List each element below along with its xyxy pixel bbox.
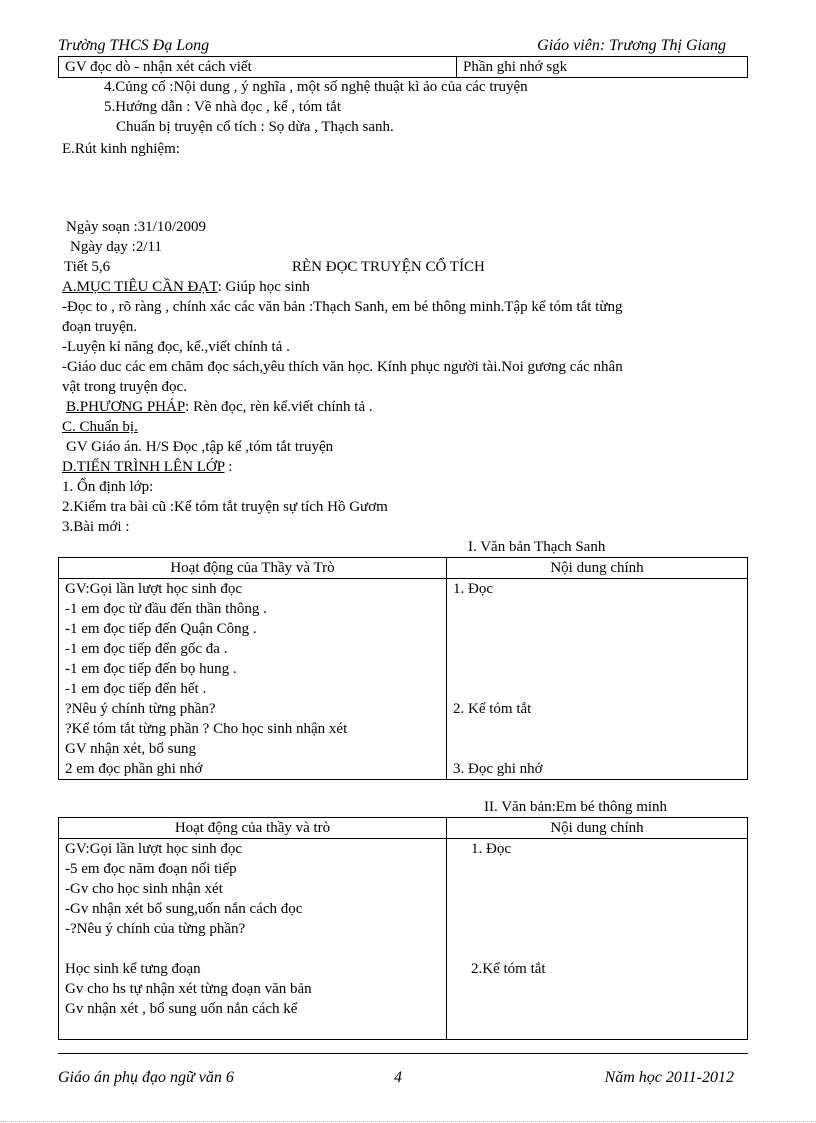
objective-line-5: vật trong truyện đọc. [62, 379, 187, 395]
section1-left-line: ?Kể tóm tắt từng phần ? Cho học sinh nhận xét [65, 721, 348, 737]
section1-col2-header: Nội dung chính [447, 558, 748, 579]
experience-heading: E.Rút kinh nghiệm: [62, 141, 180, 157]
period: Tiết 5,6 [64, 259, 111, 275]
section2-left-line: GV:Gọi lần lượt học sinh đọc [65, 841, 243, 857]
footer-title: Giáo án phụ đạo ngữ văn 6 [58, 1069, 234, 1086]
page-number: 4 [394, 1069, 402, 1086]
preparation-line: GV Giáo án. H/S Đọc ,tập kể ,tóm tắt truyện [66, 439, 334, 455]
section1-right-line: 3. Đọc ghi nhớ [453, 761, 543, 777]
section1-right-line [453, 719, 741, 739]
section-b-heading: B.PHƯƠNG PHÁP [66, 399, 186, 415]
top-table-right: Phần ghi nhớ sgk [457, 57, 748, 78]
section-c-heading: C. Chuẩn bị. [62, 419, 138, 435]
section-b-rest: : Rèn đọc, rèn kể.viết chính tả . [185, 399, 373, 415]
section2-right-line: 1. Đọc [471, 841, 511, 857]
section-a [62, 278, 310, 296]
section1-left-line: -1 em đọc tiếp đến hết . [65, 681, 207, 697]
section1-right-line [453, 659, 741, 679]
section1-right-line [453, 679, 741, 699]
section2-left-line [65, 1019, 440, 1039]
section2-activities [59, 839, 447, 1040]
section-d-rest: : [224, 459, 233, 475]
lesson-title: RÈN ĐỌC TRUYỆN CỔ TÍCH [292, 259, 485, 275]
section1-left-line: GV nhận xét, bổ sung [65, 741, 196, 757]
section1-left-line: -1 em đọc tiếp đến gốc đa . [65, 641, 228, 657]
school-year: Năm học 2011-2012 [604, 1069, 734, 1086]
step-1: 1. Ổn định lớp: [62, 479, 154, 495]
section-d-heading: D.TIẾN TRÌNH LÊN LỚP [62, 459, 225, 475]
section2-content [447, 839, 748, 1040]
section2-right-line [471, 919, 741, 939]
section2-col1-header: Hoạt động của thầy và trò [59, 818, 447, 839]
section-d [62, 458, 232, 476]
school-name: Trường THCS Đạ Long [58, 37, 210, 54]
section1-left-line: -1 em đọc tiếp đến Quận Công . [65, 621, 257, 637]
section2-right-line [471, 879, 741, 899]
step-2: 2.Kiểm tra bài cũ :Kể tóm tắt truyện sự tích Hồ Gươm [62, 499, 388, 515]
objective-line-3: -Luyện kỉ năng đọc, kể.,viết chính tả . [62, 339, 290, 355]
section2-left-line: -?Nêu ý chính của từng phần? [65, 921, 246, 937]
section2-right-line [471, 999, 741, 1019]
section1-left-line: ?Nêu ý chính từng phần? [65, 701, 216, 717]
section2-right-line [471, 899, 741, 919]
section2-caption: II. Văn bản:Em bé thông minh [484, 799, 668, 815]
section1-right-line: 2. Kể tóm tắt [453, 701, 532, 717]
section1-right-line [453, 619, 741, 639]
section2-left-line: -Gv nhận xét bổ sung,uốn nắn cách đọc [65, 901, 303, 917]
objective-line-4: -Giáo duc các em chăm đọc sách,yêu thích văn học. Kính phục người tài.Noi gương các nhân [62, 359, 623, 375]
section1-right-line [453, 739, 741, 759]
consolidation-line: 4.Củng cố :Nội dung , ý nghĩa , một số nghệ thuật kì ảo của các truyện [104, 79, 528, 95]
section2-right-line [471, 979, 741, 999]
section1-right-line [453, 599, 741, 619]
section1-right-line: 1. Đọc [453, 581, 493, 597]
section1-left-line: GV:Gọi lần lượt học sinh đọc [65, 581, 243, 597]
section2-col2-header: Nội dung chính [447, 818, 748, 839]
step-3: 3.Bài mới : [62, 519, 130, 535]
top-table [58, 56, 748, 78]
homework-line: 5.Hướng dẫn : Về nhà đọc , kể , tóm tắt [104, 99, 341, 115]
section2-left-line: Gv cho hs tự nhận xét từng đoạn văn bản [65, 981, 312, 997]
section1-table [58, 557, 748, 780]
objective-line-2: đoạn truyện. [62, 319, 137, 335]
section1-caption: I. Văn bản Thạch Sanh [468, 539, 606, 555]
footer-rule [58, 1053, 748, 1054]
section2-left-line: Gv nhận xét , bổ sung uốn nắn cách kể [65, 1001, 298, 1017]
section1-activities [59, 579, 447, 780]
section1-col1-header: Hoạt động của Thầy và Trò [59, 558, 447, 579]
section2-left-line: -5 em đọc năm đoạn nối tiếp [65, 861, 237, 877]
section-a-heading: A.MỤC TIÊU CẦN ĐẠT [62, 279, 218, 295]
objective-line-1: -Đọc to , rõ ràng , chính xác các văn bản :Thạch Sanh, em bé thông minh.Tập kể tóm tắt từng [62, 299, 623, 315]
section1-left-line: -1 em đọc tiếp đến bọ hung . [65, 661, 237, 677]
teacher-name: Giáo viên: Trương Thị Giang [537, 37, 726, 54]
section1-right-line [453, 639, 741, 659]
section2-right-line [471, 1019, 741, 1039]
section2-right-line [471, 859, 741, 879]
section1-content [447, 579, 748, 780]
section1-left-line: -1 em đọc từ đầu đến thần thông . [65, 601, 267, 617]
page-bottom-edge [0, 1121, 816, 1122]
date-planned: Ngày soạn :31/10/2009 [66, 219, 206, 235]
section2-left-line: Học sinh kể tưng đoạn [65, 961, 201, 977]
section2-table [58, 817, 748, 1040]
section1-left-line: 2 em đọc phần ghi nhớ [65, 761, 203, 777]
section2-right-line [471, 939, 741, 959]
section2-left-line [65, 939, 440, 959]
section2-left-line: -Gv cho học sinh nhận xét [65, 881, 223, 897]
section-b [66, 398, 373, 416]
section2-right-line: 2.Kể tóm tắt [471, 961, 546, 977]
prepare-line: Chuẩn bị truyện cổ tích : Sọ dừa , Thạch sanh. [116, 119, 394, 135]
top-table-left: GV đọc dò - nhận xét cách viết [59, 57, 457, 78]
section-a-rest: : Giúp học sinh [217, 279, 310, 295]
date-taught: Ngày dạy :2/11 [70, 239, 162, 255]
